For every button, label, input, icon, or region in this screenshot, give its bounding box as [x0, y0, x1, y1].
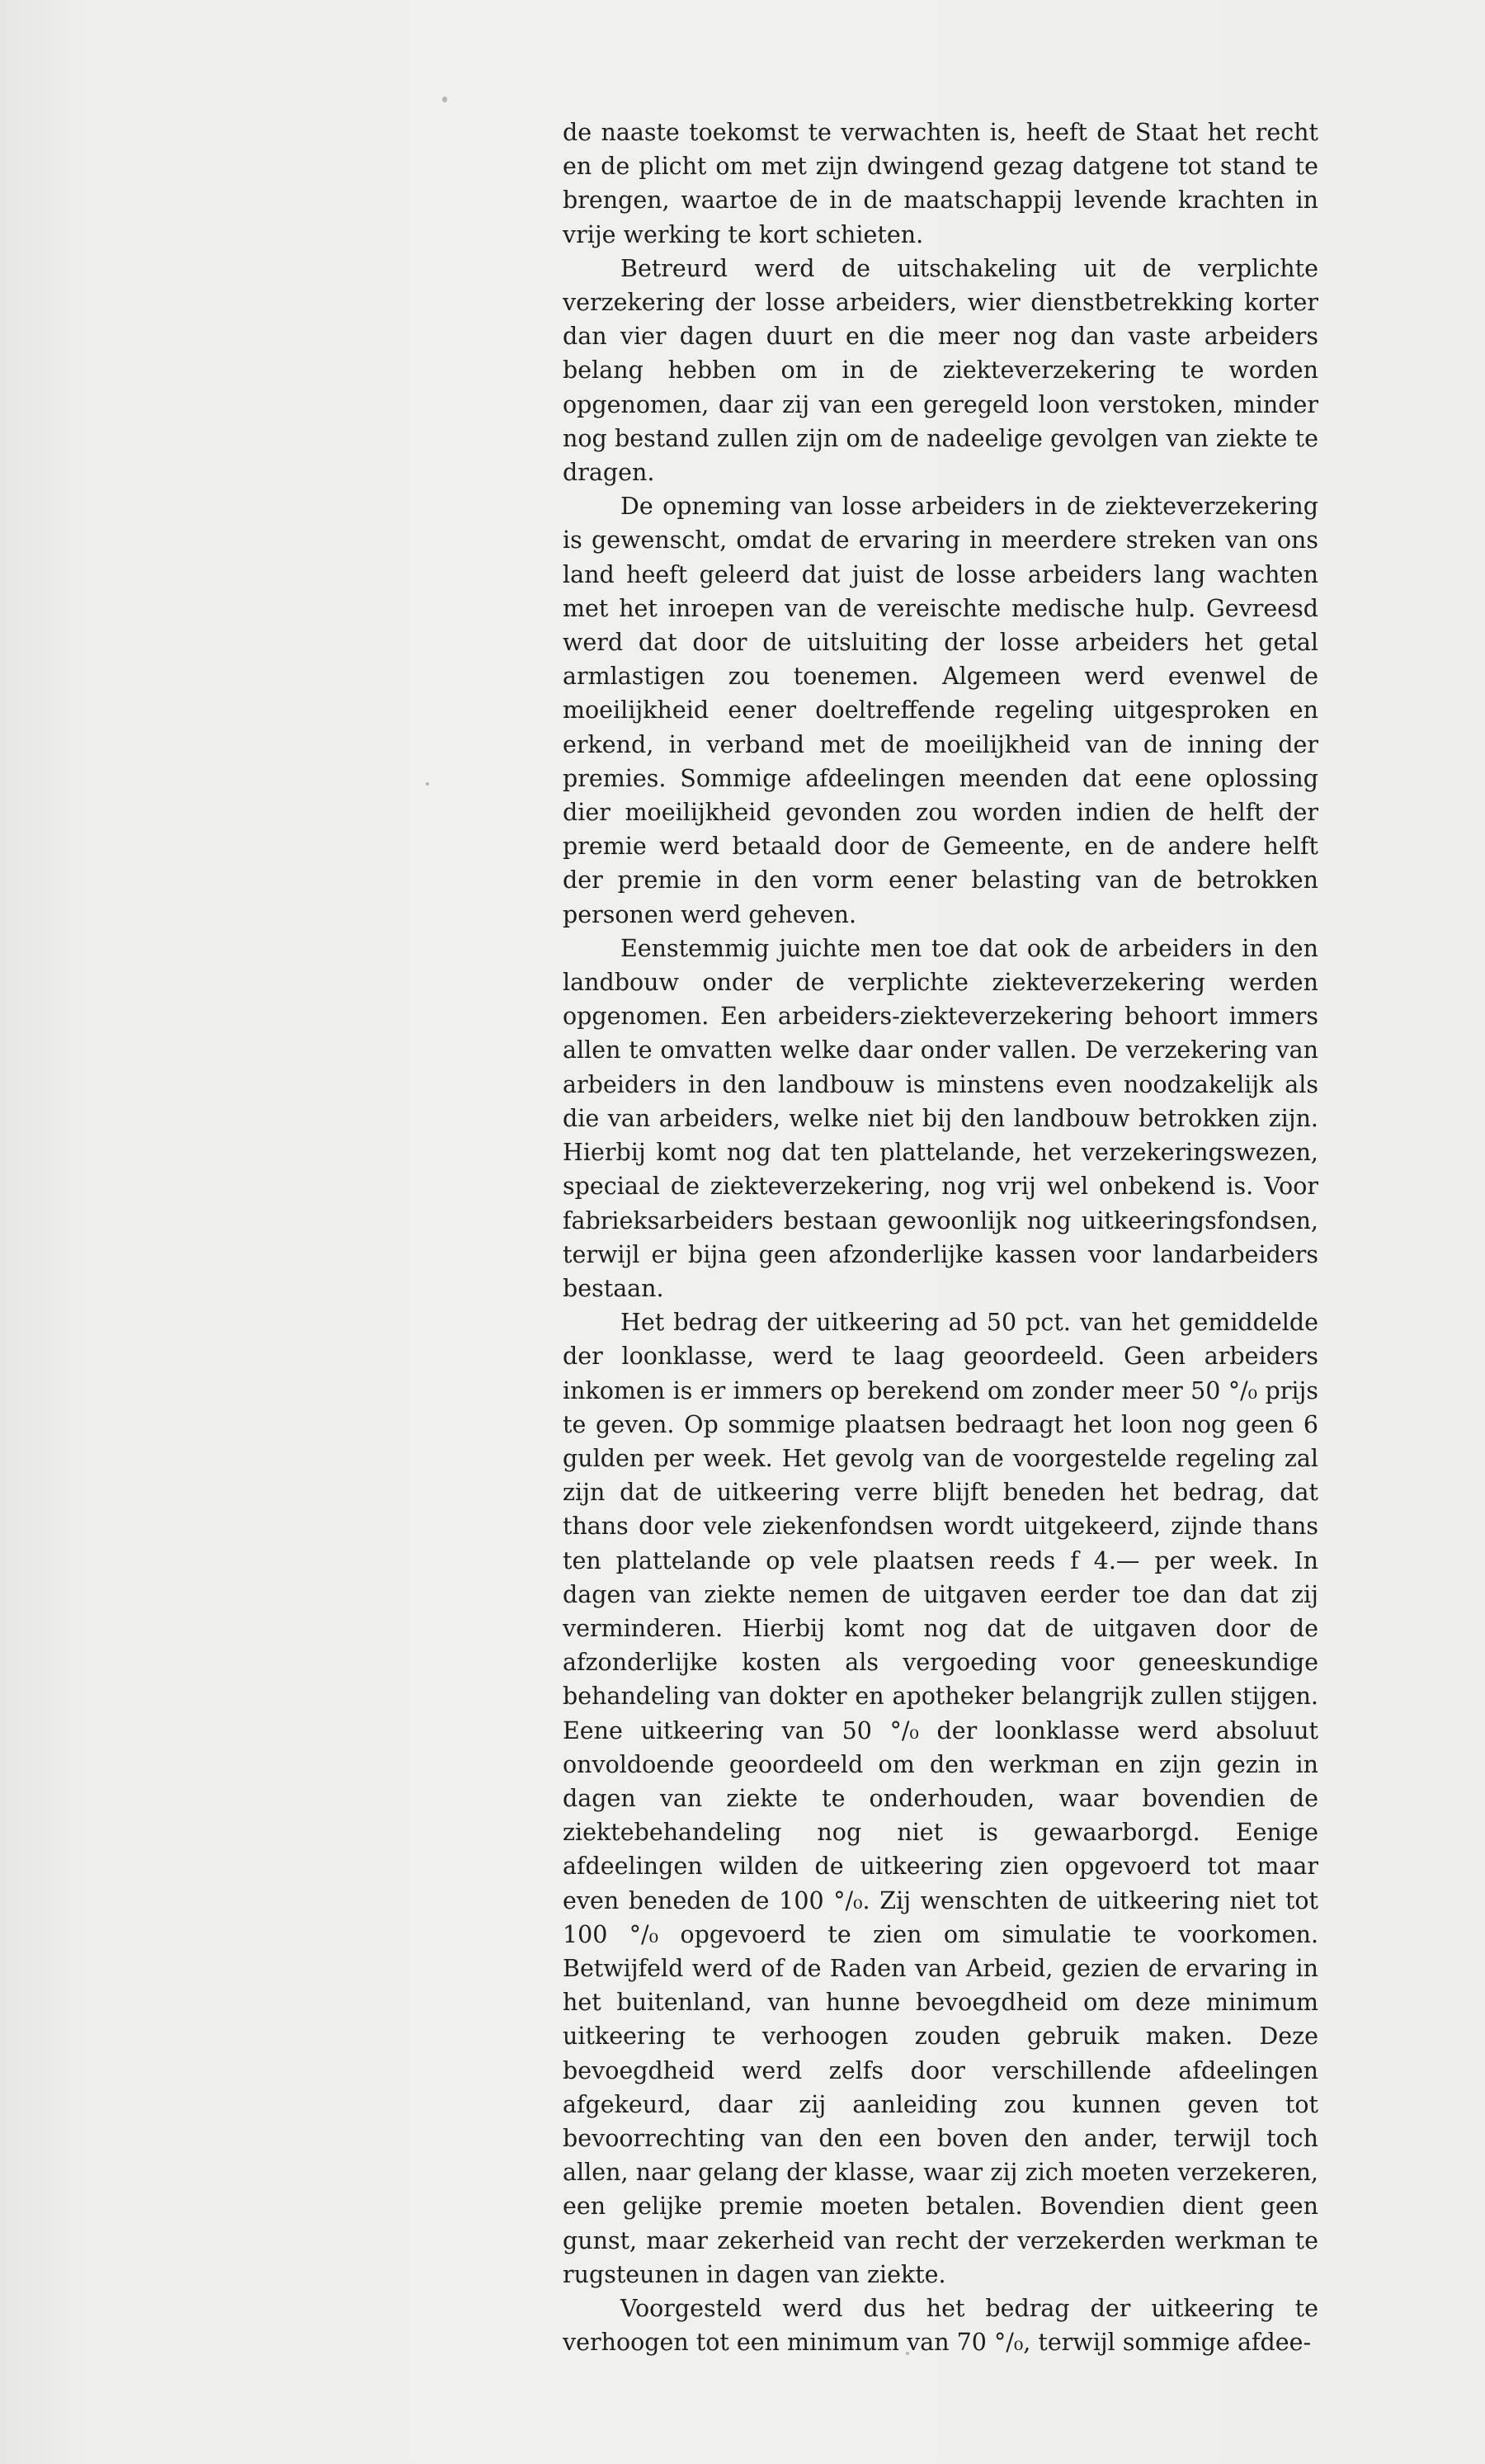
paragraph-6: Voorgesteld werd dus het bedrag der uitkeering te verhoogen tot een minimum van 70 °/₀, terwijl sommige afdee- — [563, 2295, 1318, 2357]
paragraph-3: De opneming van losse arbeiders in de ziekteverzekering is gewenscht, omdat de ervaring in meerdere streken van ons land heeft geleerd dat juist de losse arbeiders lang wachten met het inroepen van de vereischte medische hulp. Gevreesd werd dat door de uitsluiting der losse arbeiders het getal armlastigen zou toenemen. Algemeen werd evenwel de moeilijkheid eener doeltreffende regeling uitgesproken en erkend, in verband met de moeilijkheid van de inning der premies. Sommige afdeelingen meenden dat eene oplossing dier moeilijkheid gevonden zou worden indien de helft der premie werd betaald door de Gemeente, en de andere helft der premie in den vorm eener belasting van de betrokken personen werd geheven. — [563, 493, 1318, 928]
paragraph-4: Eenstemmig juichte men toe dat ook de arbeiders in den landbouw onder de verplichte ziekteverzekering werden opgenomen. Een arbeiders-ziekteverzekering behoort immers allen te omvatten welke daar onder vallen. De verzekering van arbeiders in den landbouw is minstens even noodzakelijk als die van arbeiders, welke niet bij den landbouw betrokken zijn. Hierbij komt nog dat ten plattelande, het verzekeringswezen, speciaal de ziekteverzekering, nog vrij wel onbekend is. Voor fabrieksarbeiders bestaan gewoonlijk nog uitkeeringsfondsen, terwijl er bijna geen afzonderlijke kassen voor landarbeiders bestaan. — [563, 934, 1318, 1302]
scan-speck-margin — [426, 782, 429, 786]
paragraph-5: Het bedrag der uitkeering ad 50 pct. van het gemiddelde der loonklasse, werd te laag geoordeeld. Geen arbeiders inkomen is er immers op berekend om zonder meer 50 °/₀ prijs te geven. Op sommige plaatsen bedraagt het loon nog geen 6 gulden per week. Het gevolg van de voorgestelde regeling zal zijn dat de uitkeering verre blijft beneden het bedrag, dat thans door vele ziekenfondsen wordt uitgekeerd, zijnde thans ten plattelande op vele plaatsen reeds f 4.— per week. In dagen van ziekte nemen de uitgaven eerder toe dan dat zij verminderen. Hierbij komt nog dat de uitgaven door de afzonderlijke kosten als vergoeding voor geneeskundige behandeling van dokter en apotheker belangrijk zullen stijgen. Eene uitkeering van 50 °/₀ der loonklasse werd absoluut onvoldoende geoordeeld om den werkman en zijn gezin in dagen van ziekte te onderhouden, waar bovendien de ziektebehandeling nog niet is gewaarborgd. Eenige afdeelingen wilden de uitkeering zien opgevoerd tot maar even beneden de 100 °/₀. Zij wenschten de uitkeering niet tot 100 °/₀ opgevoerd te zien om simulatie te voorkomen. Betwijfeld werd of de Raden van Arbeid, gezien de ervaring in het buitenland, van hunne bevoegdheid om deze minimum uitkeering te verhoogen zouden gebruik maken. Deze bevoegdheid werd zelfs door verschillende afdeelingen afgekeurd, daar zij aanleiding zou kunnen geven tot bevoorrechting van den een boven den ander, terwijl toch allen, naar gelang der klasse, waar zij zich moeten verzekeren, een gelijke premie moeten betalen. Bovendien dient geen gunst, maar zekerheid van recht der verzekerden werkman te rugsteunen in dagen van ziekte. — [563, 1309, 1318, 2288]
paragraph-2: Betreurd werd de uitschakeling uit de verplichte verzekering der losse arbeiders, wier dienstbetrekking korter dan vier dagen duurt en die meer nog dan vaste arbeiders belang hebben om in de ziekteverzekering te worden opgenomen, daar zij van een geregeld loon verstoken, minder nog bestand zullen zijn om de nadeelige gevolgen van ziekte te dragen. — [563, 254, 1318, 487]
scan-speck-top — [442, 97, 447, 102]
paragraph-1: de naaste toekomst te verwachten is, heeft de Staat het recht en de plicht om met zijn dwingend gezag datgene tot stand te brengen, waartoe de in de maatschappij levende krachten in vrije werking te kort schieten. — [563, 119, 1318, 248]
body-text — [563, 116, 1318, 2359]
